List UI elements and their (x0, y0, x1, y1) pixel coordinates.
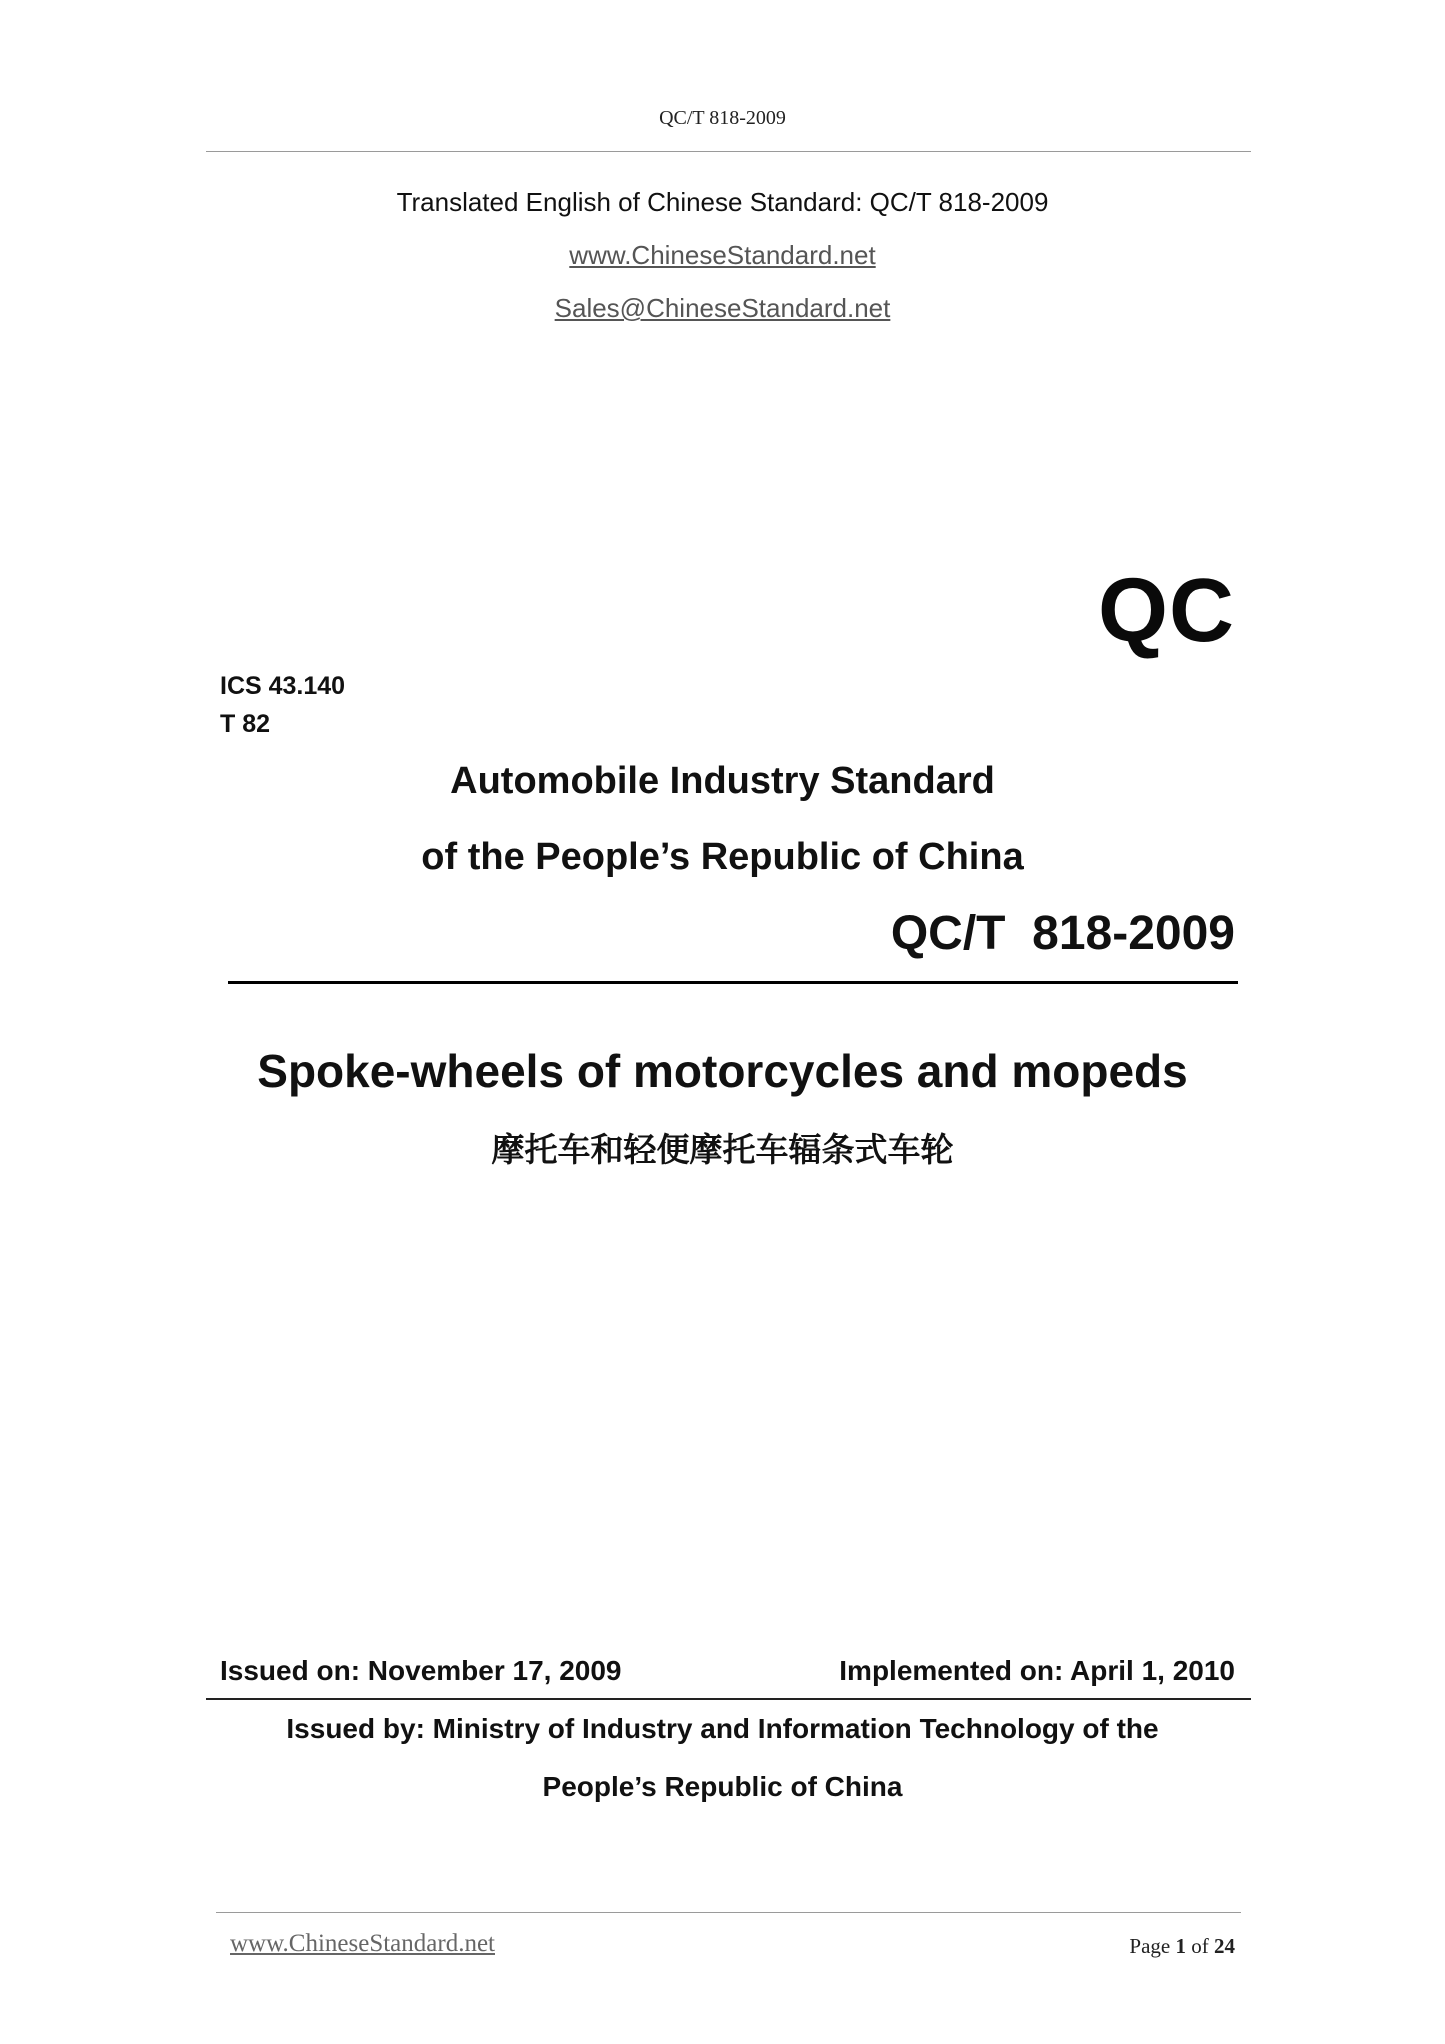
classification-code: T 82 (220, 710, 271, 738)
issued-by-line2: People’s Republic of China (542, 1771, 903, 1802)
implemented-on-date: Implemented on: April 1, 2010 (839, 1655, 1235, 1686)
issue-divider (206, 1698, 1251, 1700)
email-link-row (0, 293, 1445, 324)
document-title-cn: 摩托车和轻便摩托车辐条式车轮 (491, 1130, 954, 1169)
issued-on-date: Issued on: November 17, 2009 (220, 1655, 622, 1686)
email-link[interactable]: Sales@ChineseStandard.net (554, 293, 891, 323)
document-title-en: Spoke-wheels of motorcycles and mopeds (257, 1045, 1188, 1097)
translation-title: Translated English of Chinese Standard: QC/T 818-2009 (396, 187, 1049, 217)
footer-divider (216, 1912, 1241, 1913)
page-number (1129, 1934, 1235, 1959)
footer-website-link[interactable]: www.ChineseStandard.net (230, 1930, 495, 1957)
page-of: of (1186, 1934, 1214, 1958)
standard-title-line1: Automobile Industry Standard (450, 760, 995, 802)
website-link-row (0, 240, 1445, 271)
page-total: 24 (1214, 1934, 1235, 1958)
standard-title-line2: of the People’s Republic of China (421, 836, 1024, 878)
standard-mark: QC (1098, 561, 1235, 661)
running-header: QC/T 818-2009 (659, 107, 786, 129)
header-divider (206, 151, 1251, 152)
ics-code: ICS 43.140 (220, 672, 346, 700)
standard-number: QC/T 818-2009 (890, 907, 1235, 960)
page-prefix: Page (1129, 1934, 1176, 1958)
issued-by-line1: Issued by: Ministry of Industry and Information Technology of the (286, 1713, 1159, 1744)
title-divider (228, 981, 1238, 984)
website-link[interactable]: www.ChineseStandard.net (569, 240, 876, 270)
page-current: 1 (1175, 1934, 1186, 1958)
